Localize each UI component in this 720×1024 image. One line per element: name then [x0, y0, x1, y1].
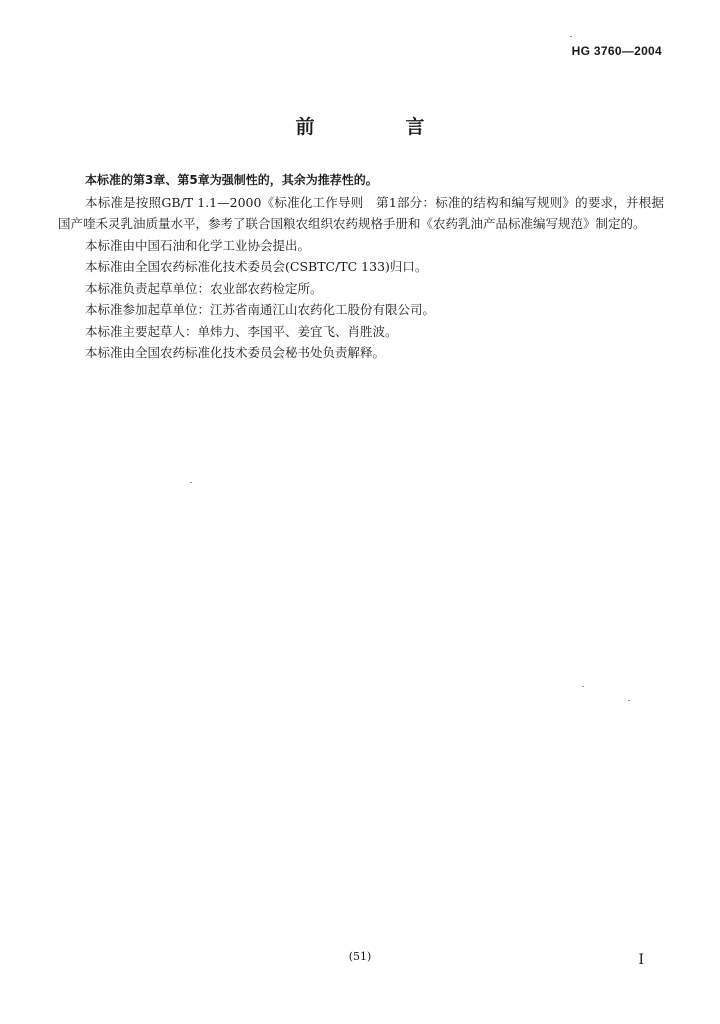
- standard-code: HG 3760—2004: [571, 44, 662, 58]
- paragraph-participating-drafter: 本标准参加起草单位：江苏省南通江山农药化工股份有限公司。: [85, 302, 436, 317]
- paragraph-drafting-basis: 本标准是按照GB/T 1.1—2000《标准化工作导则 第1部分：标准的结构和编写规则》的要求，并根据国产喹禾灵乳油质量水平，参考了联合国粮农组织农药规格手册和《农药乳油产品标准编写规范》制定的。: [58, 194, 664, 231]
- paragraph-mandatory-clause: 本标准的第3章、第5章为强制性的，其余为推荐性的。: [85, 173, 378, 187]
- paragraph-main-drafters: 本标准主要起草人：单炜力、李国平、姜宜飞、肖胜波。: [85, 323, 398, 339]
- page-number: I: [638, 952, 644, 968]
- paragraph-responsible-drafter: 本标准负责起草单位：农业部农药检定所。: [85, 280, 323, 296]
- paragraph-interpretation: 本标准由全国农药标准化技术委员会秘书处负责解释。: [85, 345, 386, 360]
- paragraph-proposed-by: 本标准由中国石油和化学工业协会提出。: [85, 237, 311, 253]
- foreword-body: [58, 170, 664, 364]
- paragraph-centralized-by: 本标准由全国农药标准化技术委员会(CSBTC/TC 133)归口。: [85, 259, 428, 274]
- page-label: (51): [348, 950, 372, 963]
- scan-speck: [190, 482, 192, 483]
- scan-speck: [570, 36, 572, 37]
- page-title: 前 言: [295, 116, 461, 138]
- scan-speck: [628, 700, 630, 701]
- scan-speck: [582, 686, 584, 687]
